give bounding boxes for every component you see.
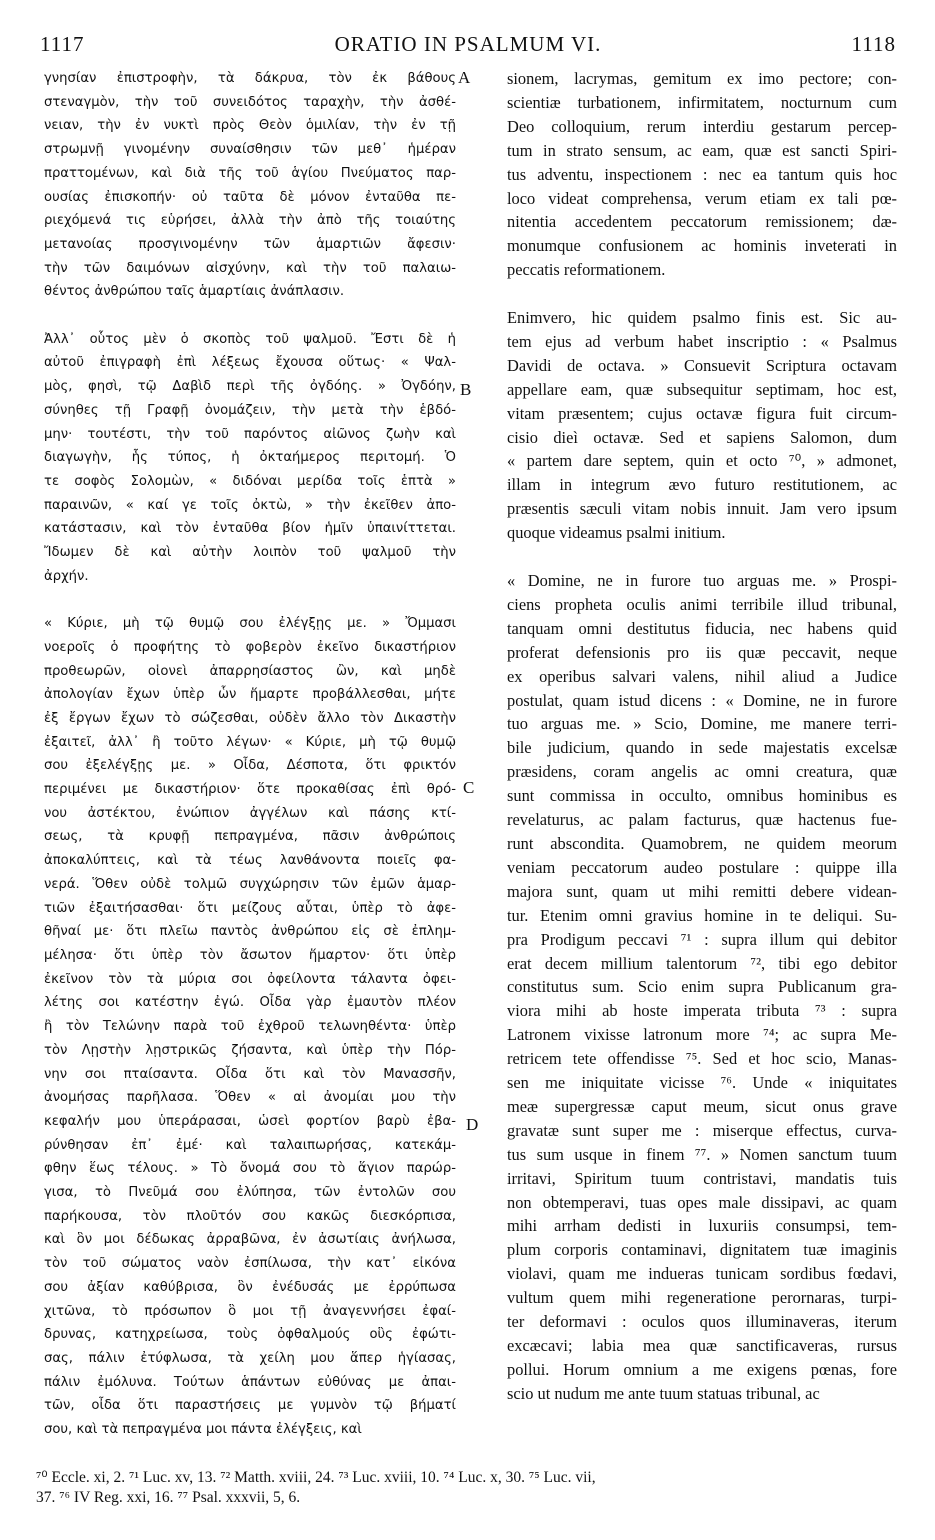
text-line: vultum quem mihi regeneratione perornaras, turpi- [507,1288,897,1308]
text-line: σου, καὶ τὰ πεπραγμένα μοι πάντα ἐλέγξεις, καὶ [44,1422,362,1438]
text-line: pra Prodigum peccavi ⁷¹ : supra illum qui debitor [507,929,897,949]
running-title: ORATIO IN PSALMUM VI. [334,32,602,56]
text-line: Davidi de octava. » Consuevit Scriptura octavam [507,355,897,375]
text-line: μέλησα· ὅτι ὑπὲρ τὸν ἄσωτον ἥμαρτον· ὅτι ὑπὲρ [44,947,456,963]
text-line: retricem tete offendisse ⁷⁵. Sed et hoc scio, Manas- [507,1049,897,1069]
text-line: « Κύριε, μὴ τῷ θυμῷ σου ἐλέγξῃς με. » Ὄμμασι [44,616,456,632]
text-line: pollui. Horum omnium a me exigens pœnas, fore [507,1359,897,1379]
latin-text-column [507,67,897,1406]
text-line: τὸν Λῃστὴν λῃστρικῶς ζήσαντα, καὶ ὑπὲρ τὴν Πόρ- [44,1042,456,1058]
text-line: ἐκεῖνον τὸν τὰ μύρια σοι ὀφείλοντα τάλαντα ὀφει- [44,971,456,987]
text-line: veniam peccatorum audeo postulare : quippe illa [507,857,897,877]
greek-paragraph [44,67,456,304]
text-line: μετανοίας προσγινομένην τῶν ἁμαρτιῶν ἄφεσιν· [44,236,456,252]
text-line: sionem, lacrymas, gemitum ex imo pectore; con- [507,69,897,88]
text-line: ἀνομήσας παρῆλασα. Ὅθεν « αἱ ἀνομίαι μου τὴν [44,1090,456,1106]
text-line: erat decem millium talentorum ⁷², tibi ego debitor [507,953,897,973]
text-line: vitam præsentem; cujus octavæ figura fuit circum- [507,403,897,423]
text-line: illam in integrum ævo futuro restitutionem, ac [507,475,897,495]
text-line: σου ἀξίαν καθύβρισα, ὃν ἐνέδυσάς με ἐρρύπωσα [44,1279,456,1295]
text-line: διαγωγὴν, ἧς τύπος, ἡ ὀκταήμερος περιτομή. Ὁ [44,450,456,466]
text-line: loco videat comprehensa, verum etiam ex tali pœ- [507,188,897,208]
text-line: ἐξαιτεῖ, ἀλλ᾽ ἢ τοῦτο λέγων· « Κύριε, μὴ τῷ θυμῷ [44,734,456,750]
text-line: νην σοι πταίσαντα. Οἶδα ὅτι καὶ τὸν Μανασσῆν, [44,1066,456,1082]
text-line: κατάστασιν, καὶ τὸν ἐνταῦθα βίον ἡμῖν ὑπαινίττεται. [44,521,456,537]
paragraph-gap [44,588,456,612]
text-line: γισα, τὸ Πνεῦμά σου ἐλύπησα, τῶν ἐντολῶν σου [44,1185,456,1201]
text-line: ciens propheta oculis animi terribile illud tribunal, [507,594,897,614]
text-line: præsentis sæculi vitam nobis innuit. Jam vero ipsum [507,499,897,519]
text-line: θῆναί με· ὅτι πλεῖω παντὸς ἀνθρώπου εἰς σὲ ἐπλημ- [44,924,456,940]
text-line: Enimvero, hic quidem psalmo finis est. Sic au- [507,308,897,328]
paragraph-gap [507,282,897,306]
text-line: προθεωρῶν, οἱονεὶ ἀπαρρησίαστος ὢν, καὶ μηδὲ [44,663,456,679]
text-line: ἀπολογίαν ἔχων ὑπὲρ ὧν ἥμαρτε προβάλλεσθαι, μήτε [44,687,456,703]
text-line: majora sunt, quam ut mihi remitti debere videan- [507,881,897,901]
text-line: ριεχόμενά τις εὑρήσει, ἀλλὰ τὴν ἀπὸ τῆς τοιαύτης [44,213,456,229]
text-line: τιῶν ἐξαιτήσασθαι· ὅτι μείζους αὗται, ὑπὲρ τὸ ἀφε- [44,900,456,916]
text-line: αὐτοῦ ἐπιγραφὴ ἐπὶ λέξεως ἔχουσα οὕτως· « Ψαλ- [44,355,456,371]
text-line: plum corporis contaminavi, dignitatem tuæ imaginis [507,1240,897,1260]
text-line: σου ἐξελέγξῃς με. » Οἶδα, Δέσποτα, ὅτι φρικτόν [44,758,456,774]
margin-marker-b: B [460,380,472,399]
text-line: τε σοφὸς Σολομὼν, « διδόναι μερίδα τοῖς ἑπτὰ » [44,473,456,489]
footnote-line: ⁷⁰ Eccle. xi, 2. ⁷¹ Luc. xv, 13. ⁷² Matth. xviii, 24. ⁷³ Luc. xviii, 10. ⁷⁴ Luc. x, 30. ⁷⁵ Luc. vii, [36,1469,596,1486]
text-line: tum in strato sensum, ac eam, quæ est sancti Spiri- [507,140,897,160]
text-line: runt abscondita. Quamobrem, ne quidem meorum [507,833,897,853]
text-line: irritavi, Spiritum tuum contristavi, mandatis tuis [507,1168,897,1188]
text-line: μὸς, φησὶ, τῷ Δαβὶδ περὶ τῆς ὀγδόης. » Ὀγδόην, [44,379,456,395]
text-line: πραττομένων, καὶ διὰ τῆς τοῦ ἁγίου Πνεύματος παρ- [44,165,456,181]
text-line: ουσίας ἐπισκοπήν· οὐ ταῦτα δὲ μόνον ἐνταῦθα πε- [44,189,456,205]
text-line: tuo arguas me. » Scio, Domine, me manere terri- [507,714,897,734]
text-line: scio ut nudum me ante tuum statuas tribunal, ac [507,1383,820,1403]
text-line: proferat defensionis pro iis quæ peccavit, neque [507,642,897,662]
text-line: ἀποκαλύπτεις, καὶ τὰ τέως λανθάνοντα ποιεῖς φα- [44,853,456,869]
text-line: ρύνθησαν ἐπ᾽ ἐμέ· καὶ ταλαιπωρήσας, κατεκάμ- [44,1137,456,1153]
text-line: ex operibus salvari valens, nihil aliud a Judice [507,666,897,686]
text-line: scientiæ turbationem, infirmitatem, nocturnum cum [507,92,897,112]
footnotes [36,1468,898,1508]
text-line: τὴν τῶν δαιμόνων αἰσχύνην, καὶ τὴν τοῦ παλαιω- [44,260,456,276]
text-line: παραινῶν, « καί γε τοῖς ὀκτὼ, » τὴν ἐκεῖθεν ἀπο- [44,497,456,513]
text-line: peccatis reformationem. [507,260,666,280]
text-line: tanquam omni destitutus fiducia, nec habens quid [507,618,897,638]
text-line: σεως, τὰ κρυφῇ πεπραγμένα, πᾶσιν ἀνθρώποις [44,829,456,845]
text-line: cisio dieì octavæ. Sed et sapiens Salomon, dum [507,427,897,447]
text-line: χιτῶνα, τὸ πρόσωπον ὃ μοι τῇ ἀναγεννήσει ἐφαί- [44,1303,456,1319]
text-line: revelaturus, ac palam facturus, quæ hactenus fue- [507,810,897,830]
text-line: τὸν τοῦ σώματος ναὸν ἐσπίλωσα, τὴν κατ᾽ εἰκόνα [44,1256,456,1272]
text-line: Ἀλλ᾽ οὗτος μὲν ὁ σκοπὸς τοῦ ψαλμοῦ. Ἔστι δὲ ἡ [44,331,456,347]
text-line: mihi arrham dedisti in luxuriis consumpsi, tem- [507,1216,897,1236]
left-page-number: 1117 [40,32,85,56]
text-line: nitentia accedentem peccatorum remissionem; dæ- [507,212,897,232]
text-line: στεναγμὸν, τὴν τοῦ συνειδότος ταραχὴν, τὴν ἀσθέ- [44,94,456,110]
text-line: κεφαλήν μου ὑπεράρασαι, ὡσεὶ φορτίον βαρὺ ἐβα- [44,1113,456,1129]
text-line: meæ supergressæ caput meum, sicut onus grave [507,1096,897,1116]
text-line: θέντος ἀνθρώπου ταῖς ἁμαρτίαις ἀνάπλασιν. [44,284,345,300]
text-line: monumque confusionem ac hominis inveterati in [507,236,897,256]
text-line: excæcavi; labia mea quæ sanctificaveras, rursus [507,1336,897,1355]
text-line: sunt commissa in occulto, omnibus hominibus es [507,786,897,806]
text-line: ter deformavi : oculos quos illuminaveras, iterum [507,1312,897,1332]
latin-paragraph [507,67,897,282]
footnote-line: 37. ⁷⁶ IV Reg. xxi, 16. ⁷⁷ Psal. xxxvii, 5, 6. [36,1489,301,1506]
text-line: νοεροῖς ὁ προφήτης τὸ φοβερὸν ἐκεῖνο δικαστήριον [44,639,456,655]
paragraph-gap [44,304,456,328]
margin-marker-d: D [466,1115,479,1134]
greek-paragraph [44,328,456,589]
text-line: λέτης σοι κατέστην ἐγώ. Οἶδα γὰρ ἐμαυτὸν πλέον [44,995,456,1011]
paragraph-gap [507,545,897,569]
text-line: viora mihi ab hoste imperata tributa ⁷³ : supra [507,1001,897,1021]
text-line: Ἴδωμεν δὲ καὶ αὐτὴν λοιπὸν τοῦ ψαλμοῦ τὴν [44,545,456,561]
text-line: γνησίαν ἐπιστροφὴν, τὰ δάκρυα, τὸν ἐκ βάθους [44,71,456,86]
text-line: ἢ τὸν Τελώνην παρὰ τοῦ ἐχθροῦ τελωνηθέντα· ὑπὲρ [44,1019,456,1035]
text-line: μην· τουτέστι, τὴν τοῦ παρόντος αἰῶνος ζωὴν καὶ [44,426,456,442]
text-line: νου ἀστέκτου, ἐνώπιον ἀγγέλων καὶ πάσης κτί- [44,805,456,821]
text-line: bile judicium, quando in sede majestatis excelsæ [507,738,897,758]
text-line: Deo colloquium, rerum interdiu gestarum percep- [507,116,897,136]
text-line: violavi, quam me indueras tunicam sordibus fœdavi, [507,1264,897,1284]
text-line: τῶν, οἶδα ὅτι παραστήσεις με γυμνὸν τῷ βήματί [44,1398,456,1414]
text-line: postulat, quam istud dicens : « Domine, ne in furore [507,690,897,710]
text-line: tus sum usque in finem ⁷⁷. » Nomen sanctum tuum [507,1144,897,1164]
page-header [40,32,896,64]
text-line: quoque videamus psalmi initium. [507,523,726,543]
margin-marker-a: A [458,68,471,87]
text-line: « Domine, ne in furore tuo arguas me. » Prospi- [507,571,897,590]
text-line: στρωμνῇ γινομένην συναίσθησιν τῶν μεθ᾽ ἡμέραν [44,142,456,158]
right-page-number: 1118 [851,32,896,56]
text-line: gravatæ sunt super me : miserque effectus, curva- [507,1120,897,1140]
text-line: καὶ ὃν μοι δέδωκας ἀρραβῶνα, ἐν ἀσωτίαις ἀνήλωσα, [44,1232,456,1248]
text-line: non obtemperavi, tuas opes male dissipavi, ac quam [507,1192,897,1212]
text-line: φθην ἕως τέλους. » Τὸ ὄνομά σου τὸ ἅγιον παρώρ- [44,1161,456,1177]
text-line: « partem dare septem, quin et octo ⁷⁰, » admonet, [507,451,897,471]
text-line: παρήκουσα, τὸν πλοῦτόν σου κακῶς διεσκόρπισα, [44,1208,456,1224]
text-line: præsidens, coram angelis ac omni creatura, quæ [507,762,897,782]
text-line: ἀρχήν. [44,568,89,584]
greek-paragraph [44,612,456,1442]
text-line: sen me iniquitate vicisse ⁷⁶. Unde « iniquitates [507,1073,897,1093]
text-line: πάλιν ἐμόλυνα. Τούτων ἁπάντων εὐθύνας με ἀπαι- [44,1374,456,1390]
text-line: περιμένει με δικαστήριον· ὅτε προκαθίσας ἐπὶ θρό- [44,782,456,798]
text-line: tus adventu, inspectionem : nec ea tantum quis hoc [507,164,897,184]
margin-marker-c: C [463,778,475,797]
text-line: σας, πάλιν ἐτύφλωσα, τὰ χείλη μου ἅπερ ἡγίασας, [44,1350,456,1366]
latin-paragraph [507,306,897,545]
text-line: ἐξ ἔργων ἔχων τὸ σώζεσθαι, οὐδὲν ἄλλο τὸν Δικαστὴν [44,710,456,726]
text-line: σύνηθες τῇ Γραφῇ ὀνομάζειν, τὴν μετὰ τὴν ἑβδό- [44,402,456,418]
text-line: constitutus sum. Scio enim supra Publicanum gra- [507,977,897,997]
text-line: appellare eam, quæ subsequitur septimam, hoc est, [507,379,897,399]
text-line: δρυνας, κατηχρείωσα, τοὺς ὀφθαλμούς οὓς ἐφώτι- [44,1327,456,1343]
text-line: tem ejus ad verbum habet inscriptio : « Psalmus [507,331,897,351]
text-line: tur. Etenim omni gravius homine in te deliqui. Su- [507,905,897,925]
text-line: νειαν, τὴν ἐν νυκτὶ πρὸς Θεὸν ὁμιλίαν, τὴν ἐν τῇ [44,118,456,134]
latin-paragraph [507,569,897,1406]
text-line: νερά. Ὅθεν οὐδὲ τολμῶ συγχώρησιν τῶν ἐμῶν ἁμαρ- [44,876,456,892]
greek-text-column [44,67,456,1442]
text-line: Latronem vixisse latronum more ⁷⁴; ac supra Me- [507,1025,897,1045]
